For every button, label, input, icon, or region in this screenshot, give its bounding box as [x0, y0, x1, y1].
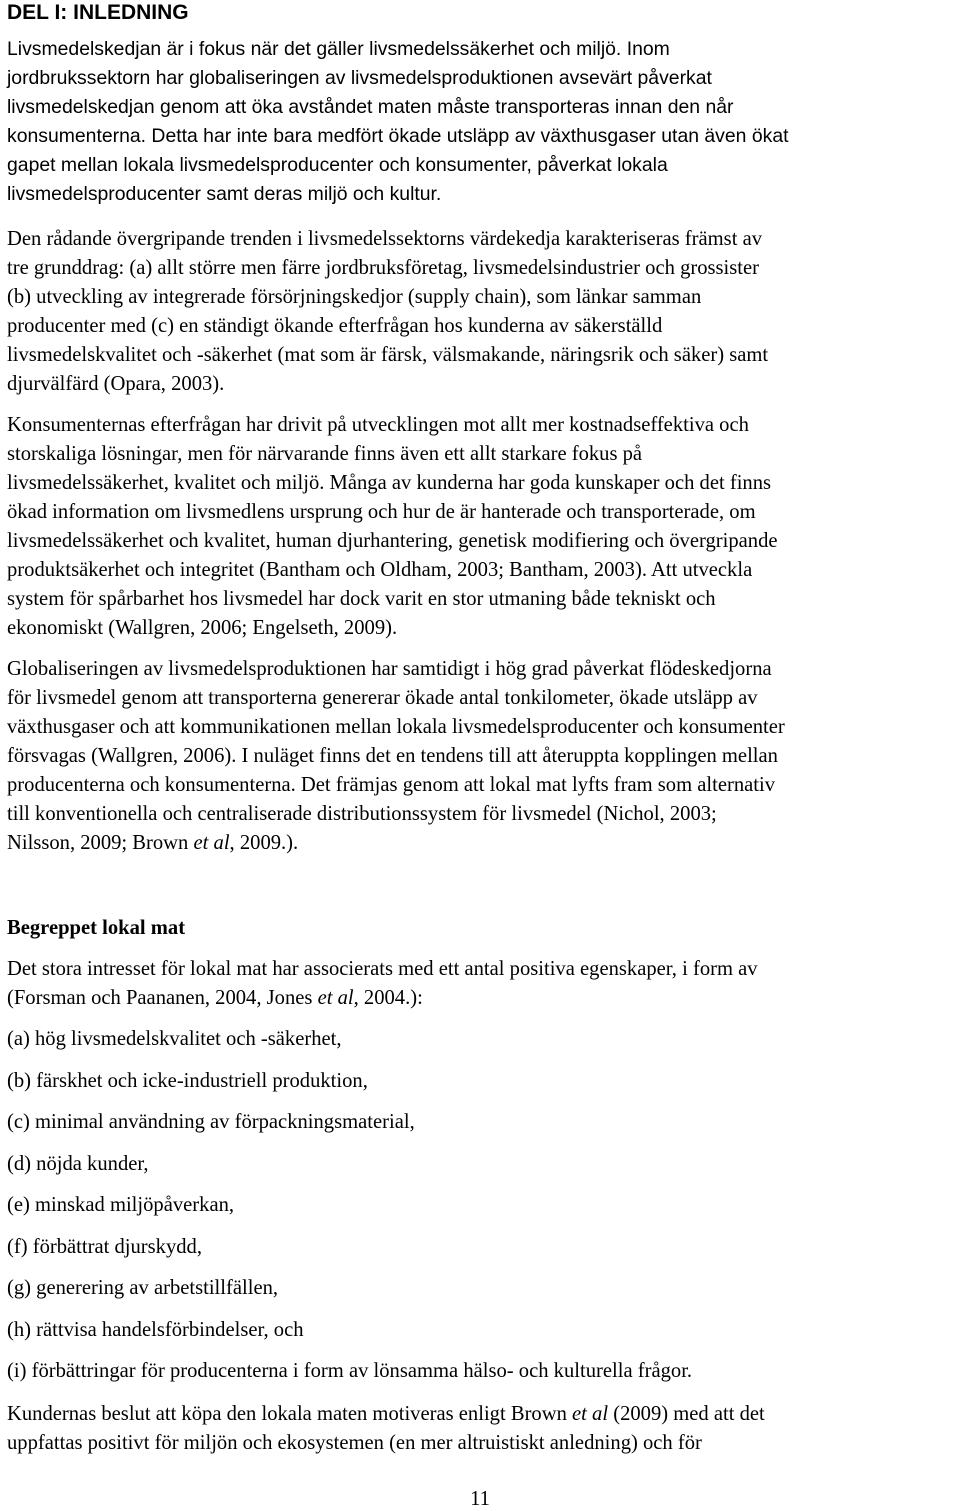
text-line: livsmedelskvalitet och -säkerhet (mat som är färsk, välsmakande, näringsrik och säker) samt — [7, 344, 769, 366]
text-line: producenter med (c) en ständigt ökande efterfrågan hos kunderna av säkerställd — [7, 315, 663, 337]
text-line: ekonomiskt (Wallgren, 2006; Engelseth, 2009). — [7, 617, 398, 639]
paragraph-local-food — [7, 955, 957, 1013]
text-line: till konventionella och centraliserade distributionssystem för livsmedel (Nichol, 2003; — [7, 803, 717, 825]
text-segment: Nilsson, 2009; Brown — [7, 832, 194, 854]
text-line — [7, 984, 957, 1013]
text-line: jordbrukssektorn har globaliseringen av livsmedelsproduktionen avsevärt påverkat — [7, 67, 712, 89]
text-line — [7, 829, 957, 858]
paragraph-consumers — [7, 411, 957, 643]
list-item: (g) generering av arbetstillfällen, — [7, 1277, 279, 1299]
text-line: producenterna och konsumenterna. Det främjas genom att lokal mat lyfts fram som alternativ — [7, 774, 776, 796]
italic-citation: et al — [193, 832, 230, 854]
text-line: livsmedelssäkerhet, kvalitet och miljö. Många av kunderna har goda kunskaper och det finns — [7, 472, 772, 494]
text-segment: , 2004.): — [353, 987, 423, 1009]
list-item: (c) minimal användning av förpackningsmaterial, — [7, 1111, 415, 1133]
text-line: gapet mellan lokala livsmedelsproducenter och konsumenter, påverkat lokala — [7, 154, 668, 176]
page-number: 11 — [470, 1488, 490, 1510]
text-segment: (Forsman och Paananen, 2004, Jones — [7, 987, 318, 1009]
text-line: Den rådande övergripande trenden i livsmedelssektorns värdekedja karakteriseras främst av — [7, 228, 763, 250]
chapter-title: DEL I: INLEDNING — [7, 1, 189, 24]
text-line: livsmedelssäkerhet och kvalitet, human djurhantering, genetisk modifiering och övergripande — [7, 530, 778, 552]
text-line: livsmedelskedjan genom att öka avståndet maten måste transporteras innan den når — [7, 96, 734, 118]
text-segment: Kundernas beslut att köpa den lokala maten motiveras enligt Brown — [7, 1403, 573, 1425]
text-line: livsmedelsproducenter samt deras miljö och kultur. — [7, 183, 442, 205]
text-line: system för spårbarhet hos livsmedel har dock varit en stor utmaning både tekniskt och — [7, 588, 716, 610]
text-line: (b) utveckling av integrerade försörjningskedjor (supply chain), som länkar samman — [7, 286, 702, 308]
list-item: (d) nöjda kunder, — [7, 1152, 149, 1175]
text-line: försvagas (Wallgren, 2006). I nuläget finns det en tendens till att återuppta kopplingen mellan — [7, 745, 778, 767]
paragraph-motivation — [7, 1400, 957, 1458]
list-item: (f) förbättrat djurskydd, — [7, 1235, 203, 1258]
italic-citation: et al — [572, 1403, 609, 1425]
paragraph-intro — [7, 35, 957, 209]
list-item: (h) rättvisa handelsförbindelser, och — [7, 1318, 304, 1341]
properties-list — [7, 1025, 692, 1399]
text-line: Globaliseringen av livsmedelsproduktionen har samtidigt i hög grad påverkat flödeskedjorna — [7, 658, 772, 680]
text-line: växthusgaser och att kommunikationen mellan lokala livsmedelsproducenter och konsumenter — [7, 716, 785, 738]
list-item: (i) förbättringar för producenterna i form av lönsamma hälso- och kulturella frågor. — [7, 1360, 693, 1382]
text-line — [7, 1400, 957, 1429]
text-segment: (2009) med att det — [608, 1403, 765, 1425]
italic-citation: et al — [317, 987, 354, 1009]
text-line: storskaliga lösningar, men för närvarande finns även ett allt starkare fokus på — [7, 443, 643, 465]
text-line: produktsäkerhet och integritet (Bantham och Oldham, 2003; Bantham, 2003). Att utveckla — [7, 559, 753, 581]
text-line: ökad information om livsmedlens ursprung och hur de är hanterade och transporterade, om — [7, 501, 756, 523]
section-heading: Begreppet lokal mat — [7, 917, 186, 939]
text-line: Livsmedelskedjan är i fokus när det gäller livsmedelssäkerhet och miljö. Inom — [7, 38, 670, 60]
text-line: djurvälfärd (Opara, 2003). — [7, 373, 225, 395]
text-line: Det stora intresset för lokal mat har associerats med ett antal positiva egenskaper, i form av — [7, 958, 758, 980]
text-line: tre grunddrag: (a) allt större men färre jordbruksföretag, livsmedelsindustrier och grossister — [7, 257, 760, 279]
text-segment: , 2009.). — [229, 832, 299, 854]
text-line: för livsmedel genom att transporterna genererar ökade antal tonkilometer, ökade utsläpp av — [7, 687, 758, 709]
text-line: konsumenterna. Detta har inte bara medfört ökade utsläpp av växthusgaser utan även ökat — [7, 125, 789, 147]
list-item: (e) minskad miljöpåverkan, — [7, 1194, 235, 1216]
list-item: (b) färskhet och icke-industriell produktion, — [7, 1069, 368, 1092]
paragraph-trend — [7, 225, 957, 399]
paragraph-globalisation — [7, 655, 957, 858]
list-item: (a) hög livsmedelskvalitet och -säkerhet, — [7, 1028, 342, 1050]
text-line: uppfattas positivt för miljön och ekosystemen (en mer altruistiskt anledning) och för — [7, 1432, 702, 1454]
text-line: Konsumenternas efterfrågan har drivit på utvecklingen mot allt mer kostnadseffektiva och — [7, 414, 749, 436]
